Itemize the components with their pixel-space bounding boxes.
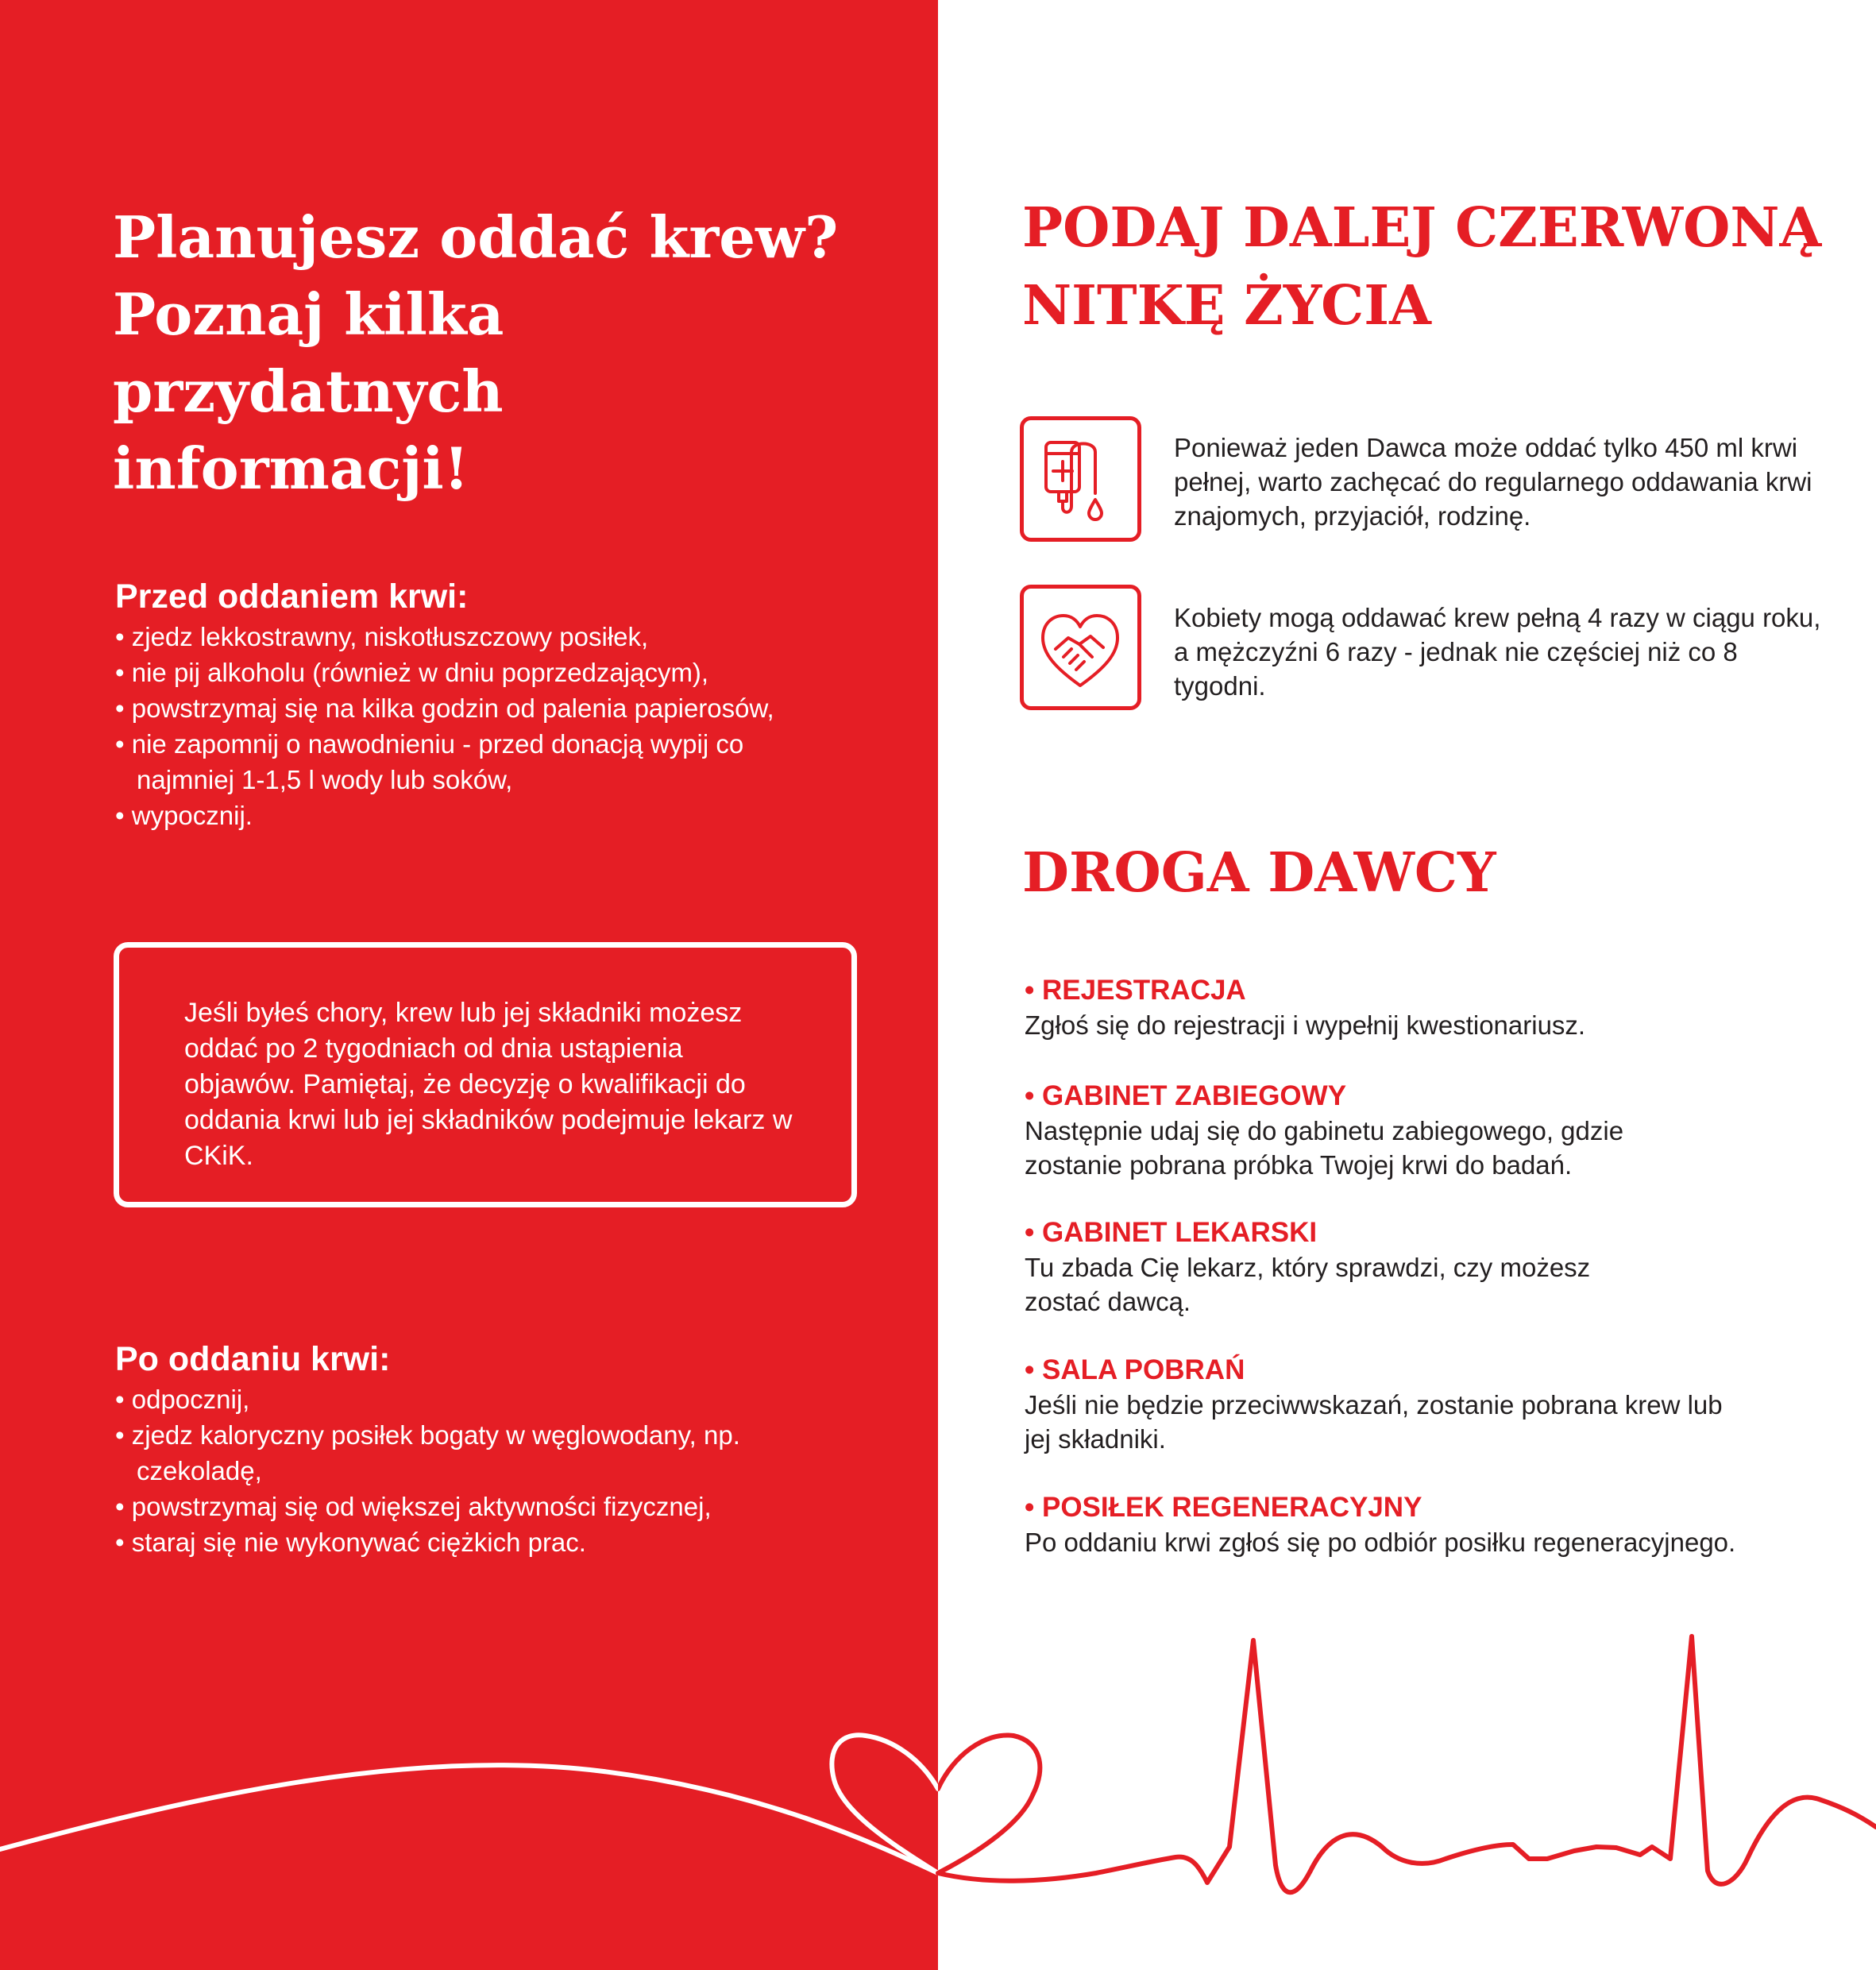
step-description: Zgłoś się do rejestracji i wypełnij kwestionariusz. bbox=[1025, 1010, 1586, 1040]
info-text-frequency: Kobiety mogą oddawać krew pełną 4 razy w ciągu roku, a mężczyźni 6 razy - jednak nie częściej niż co 8 tygodni. bbox=[1174, 603, 1821, 701]
list-item: • zjedz lekkostrawny, niskotłuszczowy posiłek, bbox=[115, 619, 925, 655]
headline-line: Planujesz oddać krew? bbox=[113, 203, 839, 271]
step-title: • GABINET LEKARSKI bbox=[1025, 1215, 1819, 1250]
illness-note-text: Jeśli byłeś chory, krew lub jej składniki możesz oddać po 2 tygodniach od dnia ustąpienia objawów. Pamiętaj, że decyzję o kwalifikacji do oddania krwi lub jej składników podejmuje lekarz w CKiK. bbox=[184, 998, 793, 1171]
step-title: • SALA POBRAŃ bbox=[1025, 1353, 1819, 1388]
list-item: • odpocznij, bbox=[115, 1381, 925, 1417]
step-title: • REJESTRACJA bbox=[1025, 973, 1819, 1008]
step-description: Następnie udaj się do gabinetu zabiegowego, gdzie zostanie pobrana próbka Twojej krwi do badań. bbox=[1025, 1116, 1624, 1180]
list-item: • nie zapomnij o nawodnieniu - przed donacją wypij co najmniej 1-1,5 l wody lub soków, bbox=[115, 726, 820, 798]
step-title: • GABINET ZABIEGOWY bbox=[1025, 1079, 1819, 1114]
list-item: • staraj się nie wykonywać ciężkich prac. bbox=[115, 1524, 925, 1560]
list-item: • wypocznij. bbox=[115, 798, 925, 833]
headline-line: informacji! bbox=[113, 435, 469, 502]
heart-outline-right bbox=[938, 1735, 1040, 1873]
title-line: PODAJ DALEJ CZERWONĄ bbox=[1022, 196, 1822, 260]
step-description: Tu zbada Cię lekarz, który sprawdzi, czy możesz zostać dawcą. bbox=[1025, 1253, 1591, 1316]
list-item: • nie pij alkoholu (również w dniu poprzedzającym), bbox=[115, 655, 925, 690]
ribbon-line bbox=[0, 1765, 938, 1873]
step-description: Po oddaniu krwi zgłoś się po odbiór posiłku regeneracyjnego. bbox=[1025, 1528, 1736, 1557]
title-line: NITKĘ ŻYCIA bbox=[1022, 274, 1431, 338]
list-item: • powstrzymaj się od większej aktywności fizycznej, bbox=[115, 1489, 925, 1524]
after-donation-title: Po oddaniu krwi: bbox=[115, 1340, 391, 1378]
headline-line: Poznaj kilka przydatnych bbox=[113, 280, 504, 425]
step-description: Jeśli nie będzie przeciwwskazań, zostanie pobrana krew lub jej składniki. bbox=[1025, 1390, 1723, 1454]
heart-outline-left bbox=[832, 1735, 938, 1873]
list-item: • powstrzymaj się na kilka godzin od palenia papierosów, bbox=[115, 690, 925, 726]
donor-path-title: DROGA DAWCY bbox=[1022, 841, 1496, 905]
before-donation-title: Przed oddaniem krwi: bbox=[115, 577, 469, 616]
list-item: • zjedz kaloryczny posiłek bogaty w węglowodany, np. czekoladę, bbox=[115, 1417, 820, 1489]
heartbeat-line bbox=[938, 1636, 1876, 1892]
info-text-volume: Ponieważ jeden Dawca może oddać tylko 450 ml krwi pełnej, warto zachęcać do regularnego oddawania krwi znajomych, przyjaciół, rodzinę. bbox=[1174, 433, 1812, 531]
step-title: • POSIŁEK REGENERACYJNY bbox=[1025, 1490, 1819, 1525]
